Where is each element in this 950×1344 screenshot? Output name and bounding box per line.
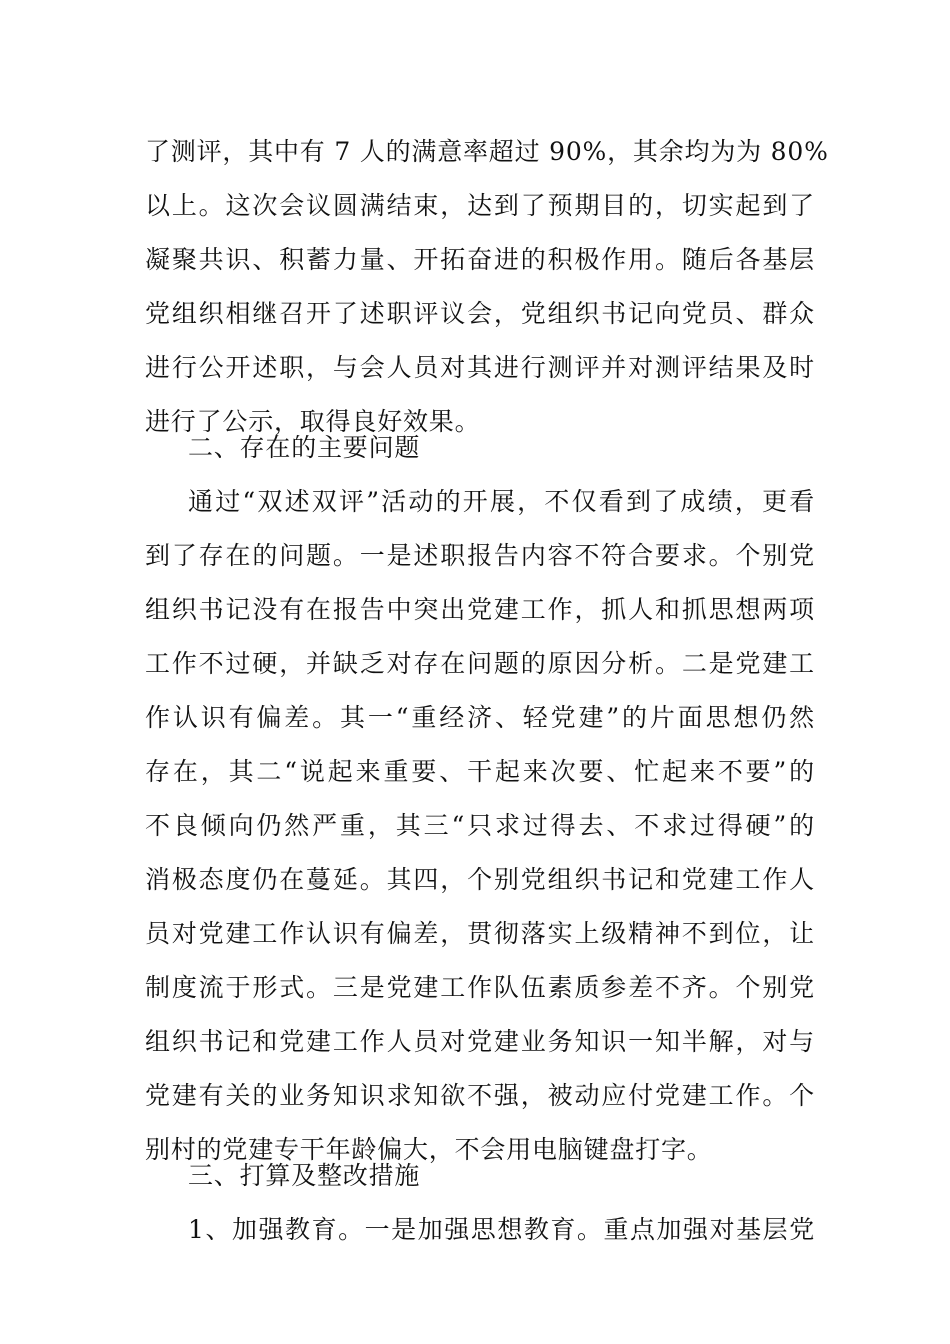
body-text-line: 工作不过硬，并缺乏对存在问题的原因分析。二是党建工: [145, 649, 815, 678]
body-text-line: 作认识有偏差。其一“重经济、轻党建”的片面思想仍然: [145, 703, 815, 732]
body-text-line: 员对党建工作认识有偏差，贯彻落实上级精神不到位，让: [145, 919, 815, 948]
body-text-line: 党组织相继召开了述职评议会，党组织书记向党员、群众: [145, 299, 815, 328]
body-text-line: 了测评，其中有 7 人的满意率超过 90%，其余均为为 80%: [145, 137, 829, 166]
body-text-line: 组织书记没有在报告中突出党建工作，抓人和抓思想两项: [145, 595, 815, 624]
body-text-line: 进行了公示，取得良好效果。: [145, 407, 481, 436]
body-text-line: 进行公开述职，与会人员对其进行测评并对测评结果及时: [145, 353, 815, 382]
body-text-line: 消极态度仍在蔓延。其四，个别党组织书记和党建工作人: [145, 865, 815, 894]
body-text-line: 组织书记和党建工作人员对党建业务知识一知半解，对与: [145, 1027, 815, 1056]
body-text-line: 党建有关的业务知识求知欲不强，被动应付党建工作。个: [145, 1081, 815, 1110]
paragraph-first-line: 通过“双述双评”活动的开展，不仅看到了成绩，更看: [188, 487, 815, 516]
body-text-line: 制度流于形式。三是党建工作队伍素质参差不齐。个别党: [145, 973, 815, 1002]
section-heading: 二、存在的主要问题: [188, 433, 421, 462]
section-heading: 三、打算及整改措施: [188, 1161, 421, 1190]
body-text-line: 存在，其二“说起来重要、干起来次要、忙起来不要”的: [145, 757, 815, 786]
body-text-line: 别村的党建专干年龄偏大，不会用电脑键盘打字。: [145, 1135, 713, 1164]
body-text-line: 不良倾向仍然严重，其三“只求过得去、不求过得硬”的: [145, 811, 815, 840]
paragraph-first-line: 1、加强教育。一是加强思想教育。重点加强对基层党: [188, 1215, 815, 1244]
body-text-line: 以上。这次会议圆满结束，达到了预期目的，切实起到了: [145, 191, 815, 220]
body-text-line: 到了存在的问题。一是述职报告内容不符合要求。个别党: [145, 541, 815, 570]
body-text-line: 凝聚共识、积蓄力量、开拓奋进的积极作用。随后各基层: [145, 245, 815, 274]
